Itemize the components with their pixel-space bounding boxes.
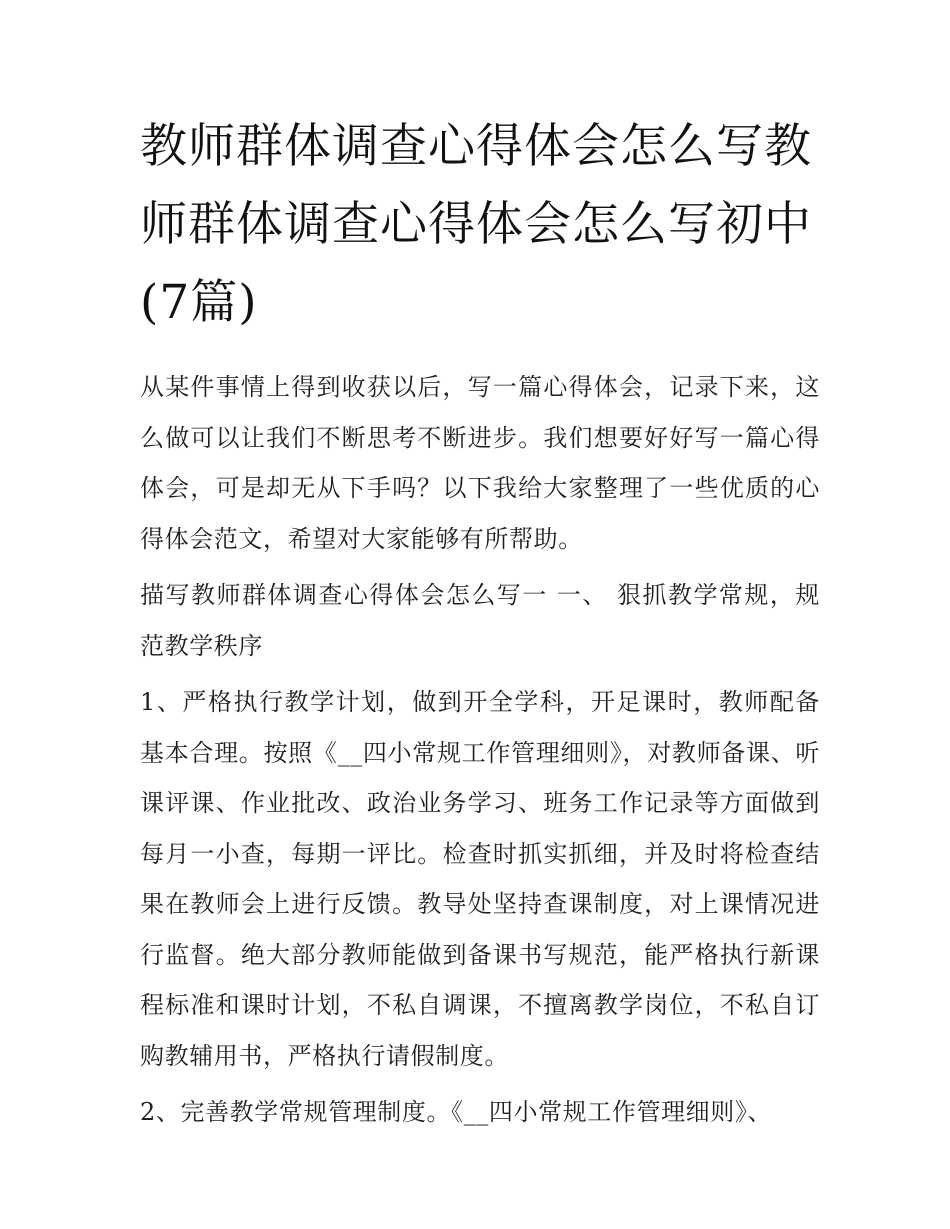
intro-paragraph: 从某件事情上得到收获以后，写一篇心得体会，记录下来，这么做可以让我们不断思考不断进步。我们想要好好写一篇心得体会，可是却无从下手吗？以下我给大家整理了一些优质的心得体会范文，希望对大家能够有所帮助。 xyxy=(140,373,820,553)
list-item-1: 1、严格执行教学计划，做到开全学科，开足课时，教师配备基本合理。按照《__四小常规工作管理细则》，对教师备课、听课评课、作业批改、政治业务学习、班务工作记录等方面做到每月一小查，每期一评比。检查时抓实抓细，并及时将检查结果在教师会上进行反馈。教导处坚持查课制度，对上课情况进行监督。绝大部分教师能做到备课书写规范，能严格执行新课程标准和课时计划，不私自调课，不擅离教学岗位，不私自订购教辅用书，严格执行请假制度。 xyxy=(140,688,820,1070)
document-page xyxy=(140,108,820,1138)
document-title: 教师群体调查心得体会怎么写教师群体调查心得体会怎么写初中(7篇) xyxy=(140,119,812,330)
document-body xyxy=(140,362,820,1138)
list-item-2: 2、完善教学常规管理制度。《__四小常规工作管理细则》、 xyxy=(140,1098,773,1126)
section-heading: 描写教师群体调查心得体会怎么写一 一、 狠抓教学常规，规范教学秩序 xyxy=(140,581,820,660)
